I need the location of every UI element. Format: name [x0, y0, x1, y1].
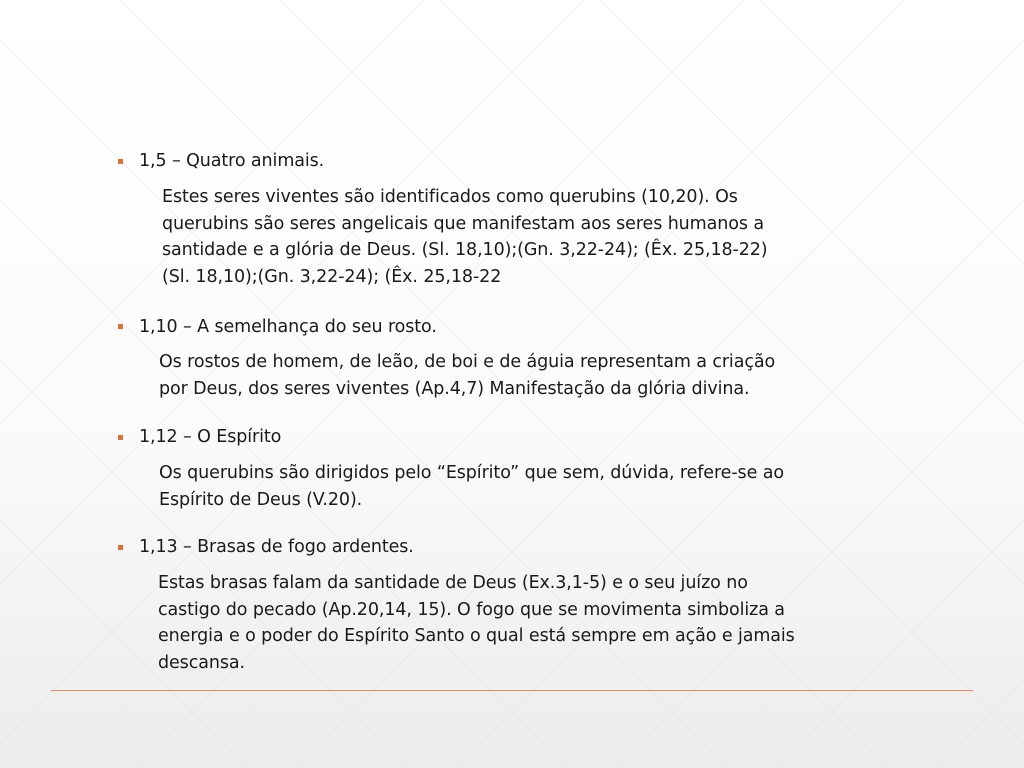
bullet-paragraph — [162, 184, 768, 290]
paragraph-line: castigo do pecado (Ap.20,14, 15). O fogo que se movimenta simboliza a — [158, 599, 785, 620]
square-bullet-icon — [118, 159, 123, 164]
paragraph-line: querubins são seres angelicais que manifestam aos seres humanos a — [162, 213, 764, 234]
paragraph-line: descansa. — [158, 652, 245, 673]
bullet-paragraph — [159, 349, 775, 402]
paragraph-line: Estas brasas falam da santidade de Deus (Ex.3,1-5) e o seu juízo no — [158, 573, 748, 593]
square-bullet-icon — [118, 324, 123, 329]
paragraph-line: santidade e a glória de Deus. (Sl. 18,10);(Gn. 3,22-24); (Êx. 25,18-22) — [162, 240, 768, 261]
bullet-heading: 1,13 – Brasas de fogo ardentes. — [139, 537, 414, 557]
paragraph-line: por Deus, dos seres viventes (Ap.4,7) Manifestação da glória divina. — [159, 378, 750, 399]
footer-divider-line — [51, 690, 973, 691]
paragraph-line: (Sl. 18,10);(Gn. 3,22-24); (Êx. 25,18-22 — [162, 266, 502, 287]
bullet-heading: 1,10 – A semelhança do seu rosto. — [139, 317, 437, 337]
bullet-heading: 1,5 – Quatro animais. — [139, 151, 325, 171]
paragraph-line: energia e o poder do Espírito Santo o qual está sempre em ação e jamais — [158, 626, 795, 647]
bullet-heading: 1,12 – O Espírito — [139, 427, 282, 447]
paragraph-line: Espírito de Deus (V.20). — [159, 489, 363, 510]
paragraph-line: Os rostos de homem, de leão, de boi e de águia representam a criação — [159, 352, 776, 372]
square-bullet-icon — [118, 545, 123, 550]
paragraph-line: Estes seres viventes são identificados como querubins (10,20). Os — [162, 187, 738, 207]
bullet-paragraph — [159, 460, 784, 513]
square-bullet-icon — [118, 435, 123, 440]
bullet-paragraph — [158, 570, 795, 676]
paragraph-line: Os querubins são dirigidos pelo “Espírito” que sem, dúvida, refere-se ao — [159, 463, 784, 483]
